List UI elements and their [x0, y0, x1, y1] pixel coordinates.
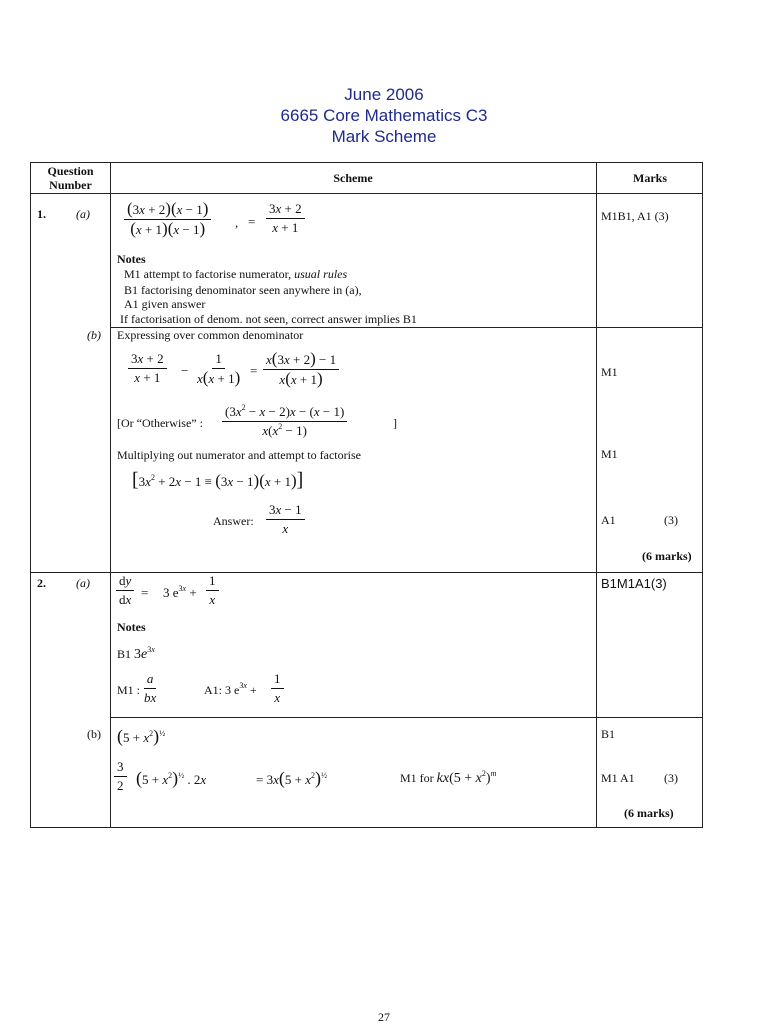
q2-note-b1: B1 $3e^{3x}$	[117, 645, 155, 662]
q1-note-2: B1 factorising denominator seen anywhere in (a),	[124, 283, 362, 297]
header-marks: Marks	[633, 171, 667, 185]
q1b-marks-count: (3)	[664, 513, 678, 527]
header-question-number: Question Number	[47, 164, 94, 192]
q1a-marks: M1B1, A1 (3)	[601, 209, 669, 223]
q1b-or-close: ]	[393, 416, 397, 430]
question-2-part-b: (b)	[87, 727, 101, 741]
q1b-minus: −	[181, 363, 189, 378]
q1b-marks-m1-first: M1	[601, 365, 618, 379]
q2-note-m1-fraction: $\frac{a}{bx}$	[144, 671, 157, 705]
q2-note-a1: A1: 3 $e^{3x}$ +	[204, 681, 257, 697]
q1b-fraction-1: $\frac{3x + 2}{x + 1}$	[128, 350, 167, 387]
header-scheme: Scheme	[333, 171, 373, 185]
question-2-total-marks: (6 marks)	[624, 806, 674, 820]
document-title-scheme: Mark Scheme	[331, 127, 437, 146]
q1b-equals: =	[250, 363, 258, 378]
question-2-part-a: (a)	[76, 576, 90, 590]
q1b-otherwise-fraction: $\frac{(3x^2 - x - 2)x - (x - 1)}{x(x^2 - 1)}$	[222, 403, 347, 440]
q2b-simplified: = $3x(5 + x^2)^{\frac{1}{2}}$	[256, 768, 327, 788]
column-divider	[596, 163, 597, 827]
q1b-marks-m1-second: M1	[601, 447, 618, 461]
q1-note-4: If factorisation of denom. not seen, correct answer implies B1	[120, 312, 417, 326]
q1b-multiplying: Multiplying out numerator and attempt to factorise	[117, 448, 361, 462]
q1b-answer-label: Answer:	[213, 514, 254, 528]
q2a-marks: B1M1A1(3)	[601, 576, 667, 591]
q2b-chain-rule: $(5 + x^2)^{\frac{1}{2}}$ . 2x	[136, 768, 207, 788]
header-divider	[31, 193, 702, 194]
page-number: 27	[378, 1010, 390, 1024]
q2-note-m1: M1 :	[117, 683, 141, 697]
q2b-marks-count: (3)	[664, 771, 678, 785]
q1a-lhs-fraction: $\frac{(3x + 2)(x - 1)}{(x + 1)(x - 1)}$	[124, 200, 211, 239]
q1a-rhs-fraction: $\frac{3x + 2}{x + 1}$	[266, 200, 305, 237]
q2a-equals: =	[141, 585, 149, 600]
q1-notes-title: Notes	[117, 252, 146, 266]
q2b-three-halves: $\frac{3}{2}$	[114, 758, 127, 795]
question-2-number: 2.	[37, 576, 46, 590]
q1b-intro: Expressing over common denominator	[117, 328, 304, 342]
q1a-comma: ,	[235, 215, 239, 230]
q1-note-1: M1 attempt to factorise numerator, usual rules	[124, 267, 348, 281]
q2b-m1-for: M1 for $kx(5 + x^2)^m$	[400, 769, 497, 786]
question-1-part-b: (b)	[87, 328, 101, 342]
question-1-total-marks: (6 marks)	[642, 549, 692, 563]
q2b-marks-m1a1: M1 A1	[601, 771, 635, 785]
q2b-expression: $(5 + x^2)^{\frac{1}{2}}$	[117, 726, 166, 746]
question-1-number: 1.	[37, 207, 46, 221]
part-divider	[110, 717, 702, 718]
q1b-fraction-2: $\frac{1}{x(x + 1)}$	[197, 351, 241, 387]
q1b-answer-fraction: $\frac{3x - 1}{x}$	[266, 501, 305, 538]
q1b-or-otherwise: [Or “Otherwise” :	[117, 416, 203, 430]
document-title-course: 6665 Core Mathematics C3	[280, 106, 488, 125]
q2b-marks-b1: B1	[601, 727, 616, 741]
q2a-reciprocal-fraction: $\frac{1}{x}$	[206, 572, 219, 609]
q1b-fraction-3: $\frac{x(3x + 2) - 1}{x(x + 1)}$	[263, 350, 339, 389]
q1a-equals: =	[248, 214, 256, 229]
q1b-marks-a1: A1	[601, 513, 616, 527]
q2a-exponential-term: 3 $e^{3x}$ +	[163, 584, 197, 600]
q2-notes-title: Notes	[117, 620, 146, 634]
q2-note-a1-fraction: $\frac{1}{x}$	[271, 670, 284, 707]
q2a-derivative-fraction: $\frac{dy}{dx}$	[116, 572, 134, 609]
question-1-part-a: (a)	[76, 207, 90, 221]
q1b-factorised-identity: $[3x^2 + 2x - 1 \equiv (3x - 1)(x + 1)]$	[132, 469, 304, 491]
column-divider	[110, 163, 111, 827]
document-title-date: June 2006	[344, 85, 424, 104]
q1-note-3: A1 given answer	[124, 297, 206, 311]
